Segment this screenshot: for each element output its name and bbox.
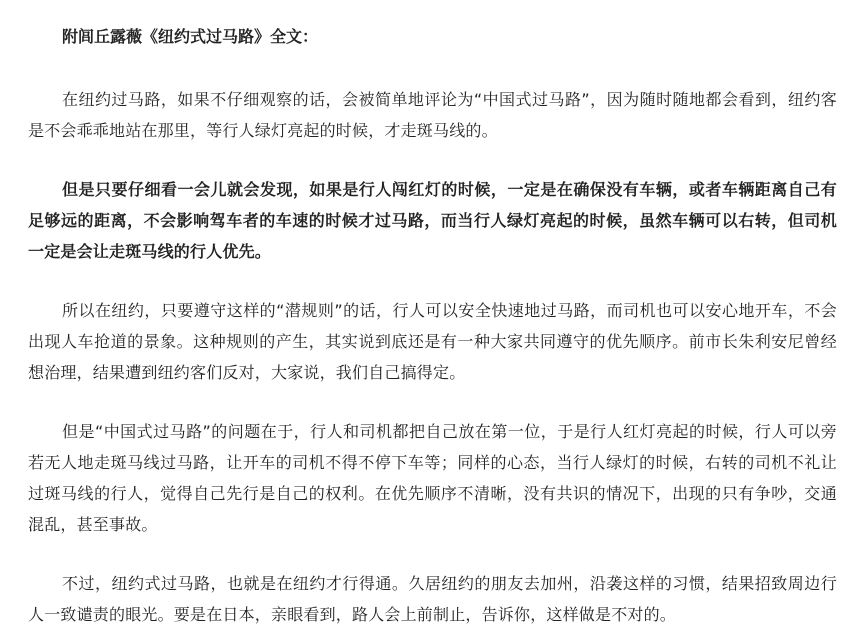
- paragraph-5: 不过，纽约式过马路，也就是在纽约才行得通。久居纽约的朋友去加州，沿袭这样的习惯，结果招致周边行人一致谴责的眼光。要是在日本，亲眼看到，路人会上前制止，告诉你，这样做是不对的。: [28, 574, 837, 624]
- paragraph-2-bold: 但是只要仔细看一会儿就会发现，如果是行人闯红灯的时候，一定是在确保没有车辆，或者车辆距离自己有足够远的距离，不会影响驾车者的车速的时候才过马路，而当行人绿灯亮起的时候，虽然车辆可以右转，但司机一定是会让走斑马线的行人优先。: [28, 180, 837, 261]
- paragraph-3: 所以在纽约，只要遵守这样的“潜规则”的话，行人可以安全快速地过马路，而司机也可以安心地开车，不会出现人车抢道的景象。这种规则的产生，其实说到底还是有一种大家共同遵守的优先顺序。前市长朱利安尼曾经想治理，结果遭到纽约客们反对，大家说，我们自己搞得定。: [28, 301, 837, 382]
- paragraph-4: 但是“中国式过马路”的问题在于，行人和司机都把自己放在第一位，于是行人红灯亮起的时候，行人可以旁若无人地走斑马线过马路，让开车的司机不得不停下车等；同样的心态，当行人绿灯的时候，右转的司机不礼让过斑马线的行人，觉得自己先行是自己的权利。在优先顺序不清晰，没有共识的情况下，出现的只有争吵，交通混乱，甚至事故。: [28, 422, 837, 534]
- article-heading: 附闾丘露薇《纽约式过马路》全文：: [62, 27, 319, 46]
- paragraph-1: 在纽约过马路，如果不仔细观察的话，会被简单地评论为“中国式过马路”，因为随时随地都会看到，纽约客是不会乖乖地站在那里，等行人绿灯亮起的时候，才走斑马线的。: [28, 90, 837, 140]
